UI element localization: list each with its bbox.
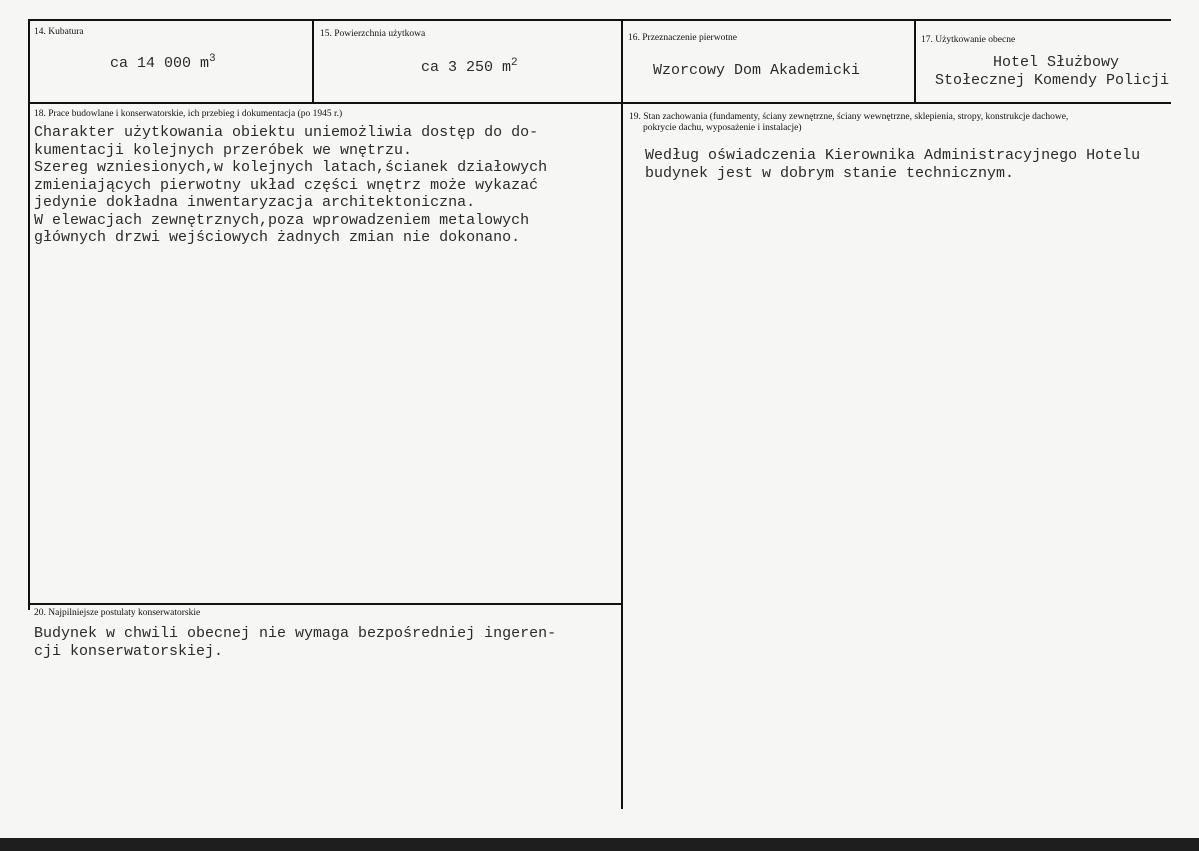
field-18-label: 18. Prace budowlane i konserwatorskie, ich przebieg i dokumentacja (po 1945 r.) (34, 109, 343, 119)
field-16-value: Wzorcowy Dom Akademicki (653, 62, 861, 79)
field-15-value-exponent: 2 (511, 57, 518, 69)
field-19-text: Według oświadczenia Kierownika Administracyjnego Hotelu budynek jest w dobrym stanie technicznym. (645, 147, 1141, 182)
row-divider-upper (28, 102, 1171, 104)
field-16-label: 16. Przeznaczenie pierwotne (628, 33, 737, 43)
left-border (28, 19, 30, 610)
field-19-label-line1: 19. Stan zachowania (fundamenty, ściany zewnętrzne, ściany wewnętrzne, sklepienia, stropy, konstrukcje dachowe, (629, 112, 1069, 122)
field-20-text: Budynek w chwili obecnej nie wymaga bezpośredniej ingeren- cji konserwatorskiej. (34, 625, 557, 660)
column-divider-14-15 (312, 19, 314, 104)
row-divider-lower (28, 603, 622, 605)
field-17-value-line1: Hotel Służbowy (992, 54, 1120, 71)
field-14-label: 14. Kubatura (34, 27, 84, 37)
field-20-label: 20. Najpilniejsze postulaty konserwatorskie (34, 608, 201, 618)
field-17-label: 17. Użytkowanie obecne (921, 35, 1016, 45)
field-15-value-text: ca 3 250 m (421, 59, 512, 76)
top-border (28, 19, 1171, 21)
scan-background (0, 838, 1199, 851)
field-19-label-line2: pokrycie dachu, wyposażenie i instalacje) (643, 123, 802, 133)
field-15-label: 15. Powierzchnia użytkowa (320, 29, 426, 39)
field-14-value-text: ca 14 000 m (110, 55, 210, 72)
field-14-value (110, 55, 216, 73)
column-divider-main (621, 19, 623, 809)
field-17-value-line2: Stołecznej Komendy Policji (935, 72, 1170, 89)
field-14-value-exponent: 3 (209, 53, 216, 65)
field-15-value (421, 59, 518, 77)
field-18-text: Charakter użytkowania obiektu uniemożliwia dostęp do do- kumentacji kolejnych przeróbek we wnętrzu. Szereg wzniesionych,w kolejnych latach,ścianek działowych zmieniających pierwotny układ części wnętrz może wykazać jedynie dokładna inwentaryzacja architektoniczna. W elewacjach zewnętrznych,poza wprowadzeniem metalowych głównych drzwi wejściowych żadnych zmian nie dokonano. (34, 124, 548, 246)
